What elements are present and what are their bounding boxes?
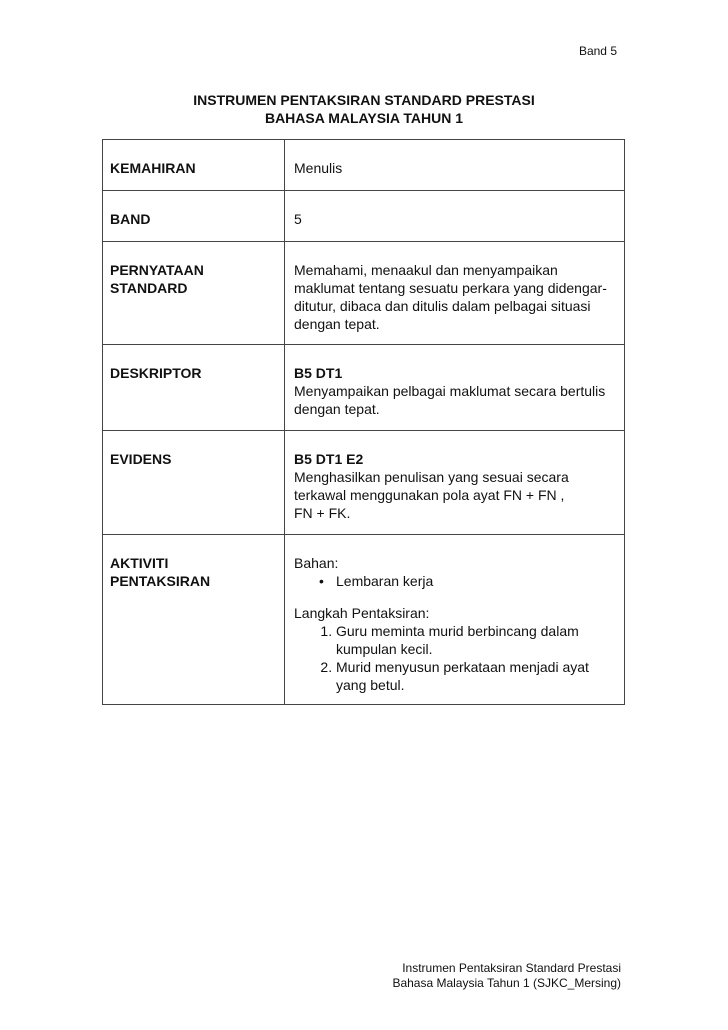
aktiviti-label-line-1: AKTIVITI [110,555,169,571]
row-band [103,191,625,242]
bahan-item: • Lembaran kerja [336,572,616,590]
langkah-label: Langkah Pentaksiran: [294,605,430,621]
evidens-value-line-1: Menghasilkan penulisan yang sesuai secara [294,469,569,485]
aktiviti-label [103,535,285,705]
pernyataan-label-line-2: STANDARD [110,280,188,296]
footer-line-1: Instrumen Pentaksiran Standard Prestasi [402,961,621,975]
bahan-list [294,572,616,590]
row-pernyataan-standard [103,242,625,345]
page-footer [392,961,621,991]
evidens-value-line-3: FN + FK. [294,505,351,521]
langkah-step-2 [336,658,616,694]
pernyataan-label-line-1: PERNYATAAN [110,262,204,278]
step-2-line-2: yang betul. [336,677,405,693]
band-row-label: BAND [103,191,285,242]
band-label: Band 5 [578,44,617,58]
row-aktiviti-pentaksiran [103,535,625,705]
row-evidens [103,431,625,535]
langkah-list [294,622,616,694]
deskriptor-code: B5 DT1 [294,365,343,381]
pernyataan-label [103,242,285,345]
kemahiran-label: KEMAHIRAN [103,140,285,191]
assessment-table [102,139,625,705]
bahan-label: Bahan: [294,555,339,571]
deskriptor-value [285,345,625,431]
deskriptor-value-line-2: dengan tepat. [294,401,380,417]
footer-line-2: Bahasa Malaysia Tahun 1 (SJKC_Mersing) [392,976,621,990]
kemahiran-value: Menulis [285,140,625,191]
title-line-2: BAHASA MALAYSIA TAHUN 1 [264,110,464,126]
title-line-1: INSTRUMEN PENTAKSIRAN STANDARD PRESTASI [193,92,535,108]
band-row-value: 5 [285,191,625,242]
pernyataan-value-line-3: ditutur, dibaca dan ditulis dalam pelbagai situasi [294,298,591,314]
aktiviti-label-line-2: PENTAKSIRAN [110,573,211,589]
evidens-code: B5 DT1 E2 [294,451,364,467]
evidens-value-line-2: terkawal menggunakan pola ayat FN + FN , [294,487,565,503]
step-2-line-1: 2. Murid menyusun perkataan menjadi ayat [336,659,589,675]
aktiviti-value [285,535,625,705]
step-1-line-1: 1. Guru meminta murid berbincang dalam [336,623,579,639]
pernyataan-value-line-4: dengan tepat. [294,316,380,332]
row-kemahiran [103,140,625,191]
pernyataan-value-line-1: Memahami, menaakul dan menyampaikan [294,262,558,278]
document-title [103,91,625,127]
pernyataan-value-line-2: maklumat tentang sesuatu perkara yang didengar- [294,280,607,296]
deskriptor-label: DESKRIPTOR [103,345,285,431]
pernyataan-value [285,242,625,345]
evidens-value [285,431,625,535]
evidens-label: EVIDENS [103,431,285,535]
deskriptor-value-line-1: Menyampaikan pelbagai maklumat secara bertulis [294,383,606,399]
step-1-line-2: kumpulan kecil. [336,641,433,657]
langkah-step-1 [336,622,616,658]
row-deskriptor [103,345,625,431]
